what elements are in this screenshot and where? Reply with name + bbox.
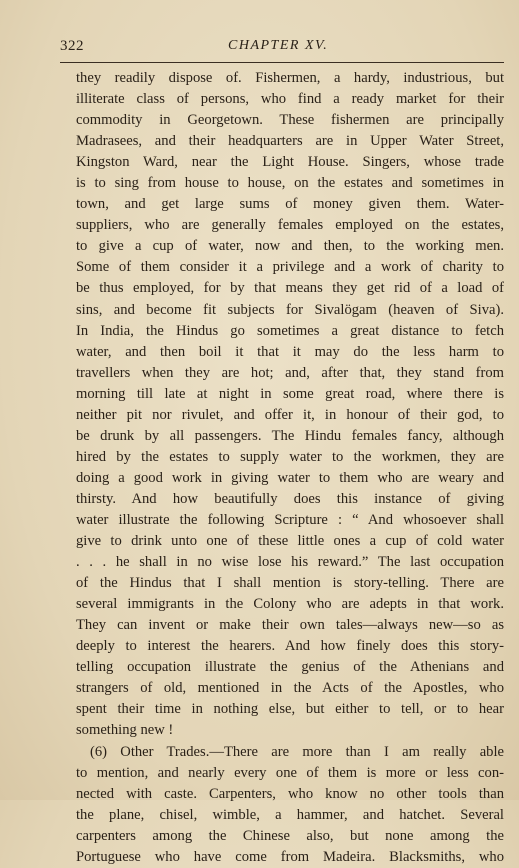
body-text: [76, 68, 504, 868]
text-line: travellers when they are hot; and, after that, they stand from: [76, 364, 504, 381]
text-line: hired by the estates to supply water to the workmen, they are: [76, 448, 504, 465]
text-line: neither pit nor rivulet, and offer it, in honour of their god, to: [76, 406, 504, 423]
text-line: is to sing from house to house, on the estates and sometimes in: [76, 175, 504, 192]
text-line: Kingston Ward, near the Light House. Singers, whose trade: [76, 154, 504, 171]
text-line: be thus employed, for by that means they get rid of a load of: [76, 280, 504, 297]
text-line: they readily dispose of. Fishermen, a hardy, industrious, but: [76, 70, 504, 86]
text-line: morning till late at night in some great road, where there is: [76, 385, 504, 402]
text-line: doing a good work in giving water to them who are weary and: [76, 469, 504, 486]
text-line: suppliers, who are generally females employed on the estates,: [76, 217, 504, 234]
text-line: Some of them consider it a privilege and a work of charity to: [76, 259, 504, 276]
running-title: CHAPTER XV.: [228, 38, 329, 53]
text-line: strangers of old, mentioned in the Acts of the Apostles, who: [76, 680, 504, 697]
header-rule: [60, 62, 504, 63]
text-line: (6) Other Trades.—There are more than I am really able: [90, 743, 504, 760]
text-line: spent their time in nothing else, but either to tell, or to hear: [76, 701, 504, 718]
text-line: Madrasees, and their headquarters are in Upper Water Street,: [76, 133, 504, 150]
text-line: something new !: [76, 722, 174, 739]
text-line: commodity in Georgetown. These fishermen are principally: [76, 112, 504, 129]
text-line: of the Hindus that I shall mention is story-telling. There are: [76, 575, 504, 592]
text-line: They can invent or make their own tales—always new—so as: [76, 617, 504, 634]
text-line: deeply to interest the hearers. And how finely does this story-: [76, 638, 504, 655]
text-line: the plane, chisel, wimble, a hammer, and hatchet. Several: [76, 806, 504, 823]
text-line: In India, the Hindus go sometimes a great distance to fetch: [76, 322, 504, 339]
text-line: water, and then boil it that it may do the less harm to: [76, 343, 504, 360]
text-line: nected with caste. Carpenters, who know no other tools than: [76, 785, 504, 802]
text-line: illiterate class of persons, who find a ready market for their: [76, 91, 504, 108]
page-header: [60, 38, 500, 58]
text-line: to give a cup of water, now and then, to the working men.: [76, 238, 504, 255]
text-line: . . . he shall in no wise lose his reward.” The last occupation: [76, 554, 504, 571]
text-line: town, and get large sums of money given them. Water-: [76, 196, 504, 213]
text-line: thirsty. And how beautifully does this instance of giving: [76, 490, 504, 507]
text-line: sins, and become fit subjects for Sivalögam (heaven of Siva).: [76, 301, 504, 318]
text-line: give to drink unto one of these little ones a cup of cold water: [76, 533, 504, 550]
text-line: telling occupation illustrate the genius of the Athenians and: [76, 659, 504, 676]
text-line: Portuguese who have come from Madeira. Blacksmiths, who: [76, 848, 504, 865]
text-line: water illustrate the following Scripture : “ And whosoever shall: [76, 511, 504, 528]
text-line: carpenters among the Chinese also, but none among the: [76, 827, 504, 844]
text-line: be drunk by all passengers. The Hindu females fancy, although: [76, 427, 504, 444]
text-line: to mention, and nearly every one of them is more or less con-: [76, 764, 504, 781]
text-line: several immigrants in the Colony who are adepts in that work.: [76, 596, 504, 613]
page-number: 322: [60, 38, 84, 54]
